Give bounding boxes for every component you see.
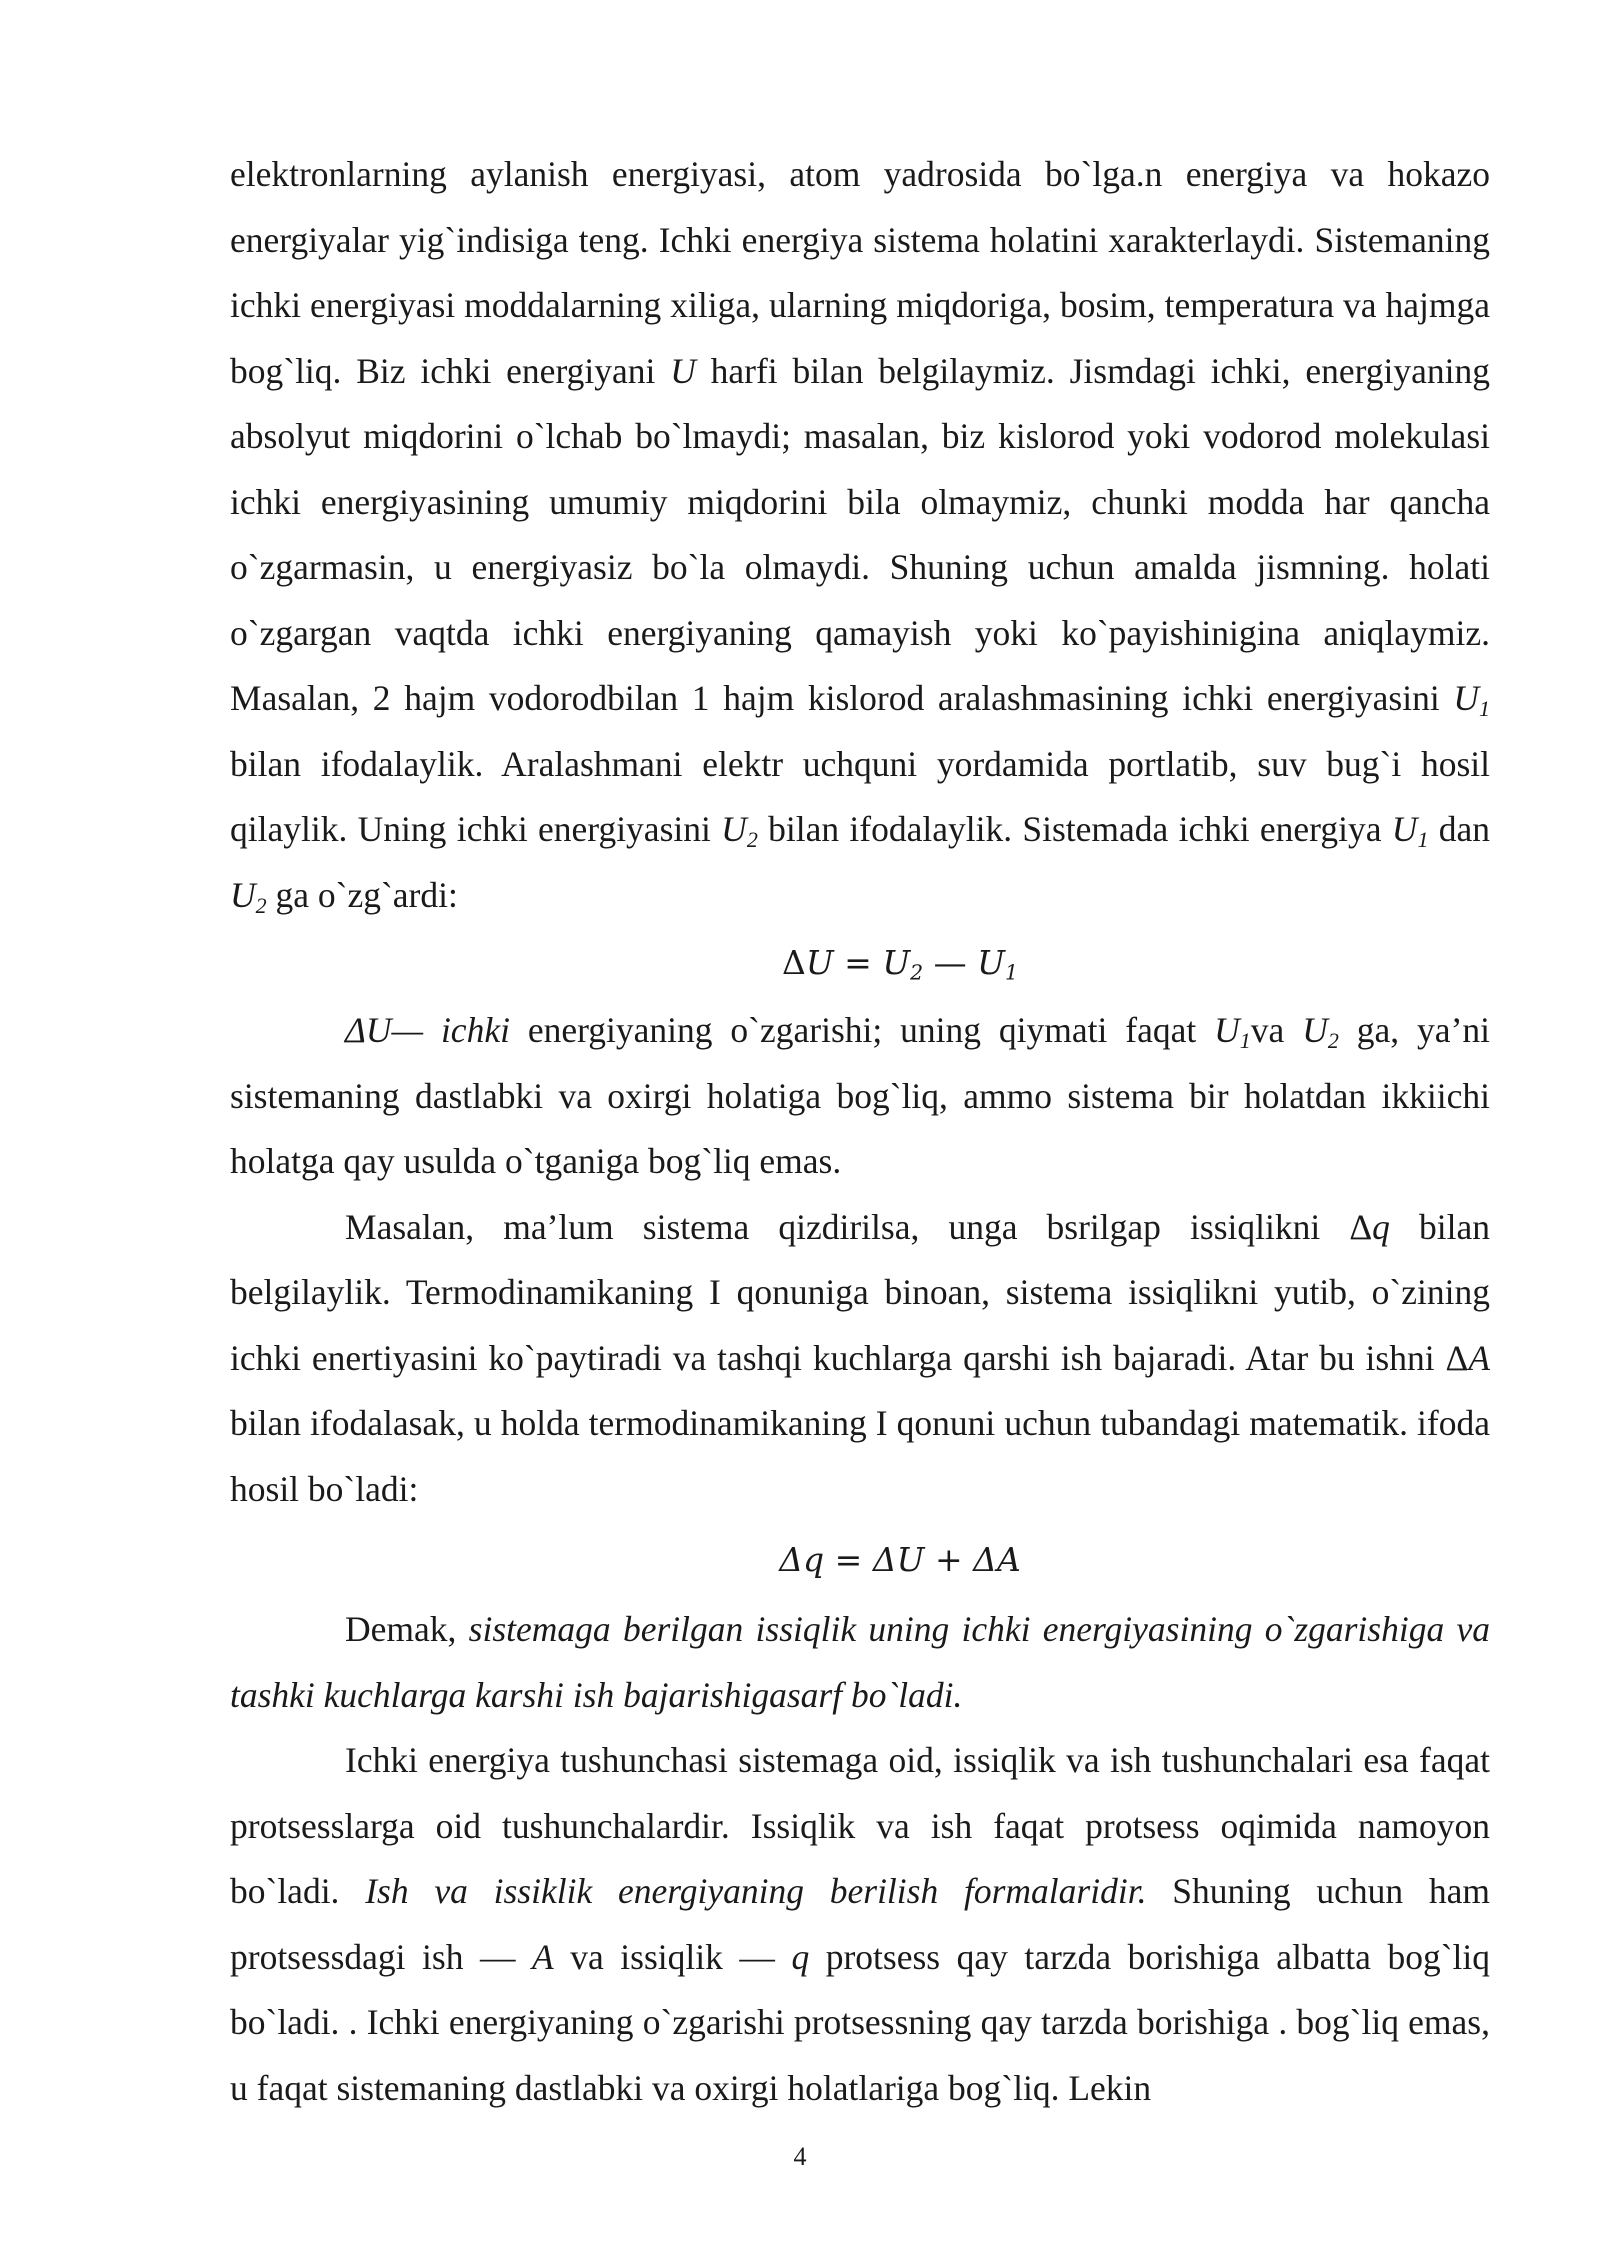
- paragraph-2: [230, 998, 1490, 1195]
- formula-operator: —: [923, 943, 978, 982]
- subscript: 1: [1479, 696, 1490, 722]
- formula-letter: U: [977, 943, 1005, 982]
- formula-subscript: 1: [1004, 960, 1018, 985]
- symbol-u1: [1391, 809, 1429, 853]
- symbol-letter: U: [230, 874, 256, 915]
- symbol-a: A: [1468, 1337, 1490, 1378]
- page-number: 4: [793, 2142, 807, 2171]
- text-run: energiyaning o`zgarishi; uning qiymati faqat: [509, 1010, 1215, 1050]
- page-content: [230, 142, 1490, 2121]
- text-run: bilan ifodalaylik. Aralashmani elektr uchquni yordamida portlatib, suv bug`i hosil qilaylik. Uning ichki energiyasini: [230, 743, 1490, 849]
- symbol-u1: [1453, 678, 1490, 722]
- symbol-u2: [721, 809, 758, 853]
- formula-symbol: ΔA: [973, 1540, 1021, 1579]
- formula-symbol: U: [805, 943, 834, 982]
- formula-symbol: ΔU: [872, 1540, 925, 1579]
- text-run: bilan ifodalasak, u holda termodinamikaning I qonuni uchun tubandagi matematik. ifoda hosil bo`ladi:: [230, 1403, 1490, 1509]
- symbol-q: q: [1372, 1206, 1390, 1247]
- text-run: va issiqlik —: [553, 1936, 792, 1977]
- subscript: 2: [1327, 1028, 1339, 1054]
- symbol-q: q: [791, 1936, 810, 1977]
- subscript: 1: [1239, 1028, 1251, 1054]
- subscript: 2: [255, 892, 267, 918]
- symbol-letter: U: [1214, 1010, 1240, 1050]
- formula-operator: =: [833, 943, 883, 982]
- paragraph-5: [230, 1728, 1490, 2121]
- formula-operator: +: [924, 1540, 974, 1579]
- text-run: bilan ifodalaylik. Sistemada ichki energiya: [757, 809, 1392, 849]
- formula-operator: =: [824, 1540, 873, 1579]
- symbol-u1: [1214, 1010, 1251, 1054]
- subscript: 2: [746, 827, 758, 853]
- paragraph-3: [230, 1195, 1490, 1523]
- formula-letter: U: [882, 943, 911, 982]
- text-run: protsess qay tarzda borishiga albatta bog`liq bo`ladi. . Ichki energiyaning o`zgarishi protsessning qay tarzda borishiga . bog`liq emas, u faqat sistemaning dastlabki va oxirgi holatlariga bog`liq. Lekin: [230, 1936, 1490, 2108]
- text-run: ga o`zg`ardi:: [266, 874, 458, 915]
- symbol-u: U: [670, 350, 696, 391]
- symbol-u2: [1302, 1010, 1339, 1054]
- formula-symbol: Δq: [779, 1540, 825, 1579]
- paragraph-4: [230, 1597, 1490, 1728]
- formula-symbol: [977, 943, 1018, 985]
- formula-symbol: [882, 943, 924, 985]
- symbol-letter: U: [1391, 809, 1418, 849]
- text-run: bilan belgilaylik. Termodinamikaning I qonuniga binoan, sistema issiqlikni yutib, o`zining ichki enertiyasini ko`paytiradi va tashqi kuchlarga qarshi ish bajaradi. Atar bu ishni Δ: [230, 1206, 1490, 1378]
- text-run: Demak,: [345, 1609, 469, 1649]
- text-run: Masalan, ma’lum sistema qizdirilsa, unga bsrilgap issiqlikni Δ: [345, 1206, 1373, 1247]
- text-run: harfi bilan belgilaymiz. Jismdagi ichki, energiyaning absolyut miqdorini o`lchab bo`lmaydi; masalan, biz kislorod yoki vodorod molekulasi ichki energiyasining umumiy miqdorini bila olmaymiz, chunki modda har qancha o`zgarmasin, u energiyasiz bo`la olmaydi. Shuning uchun amalda jismning. holati o`zgargan vaqtda ichki energiyaning qamayish yoki ko`payishinigina aniqlaymiz. Masalan, 2 hajm vodorodbilan 1 hajm kislorod aralashmasining ichki energiyasini: [230, 350, 1490, 718]
- formula-delta-u: [230, 928, 1490, 998]
- text-run: dan: [1428, 809, 1491, 849]
- text-run: va: [1250, 1010, 1303, 1050]
- text-run: Ichki energiya tushunchasi sistemaga oid, issiqlik va ish tushunchalari esa faqat protsesslarga oid tushunchalardir. Issiqlik va ish faqat protsess oqimida namoyon bo`ladi.: [230, 1740, 1490, 1911]
- text-run: Shuning uchun ham protsessdagi ish —: [230, 1871, 1490, 1977]
- text-run-italic: ΔU— ichki: [345, 1010, 510, 1050]
- formula-first-law: [230, 1522, 1490, 1597]
- paragraph-1: [230, 142, 1490, 928]
- subscript: 1: [1417, 827, 1429, 853]
- text-run: elektronlarning aylanish energiyasi, atom yadrosida bo`lga.n energiya va hokazo energiyalar yig`indisiga teng. Ichki energiya sistema holatini xarakterlaydi. Sistemaning ichki energiyasi moddalarning xiliga, ularning miqdoriga, bosim, temperatura va hajmga bog`liq. Biz ichki energiyani: [230, 154, 1490, 391]
- text-run: ga, ya’ni sistemaning dastlabki va oxirgi holatiga bog`liq, ammo sistema bir holatdan ikkiichi holatga qay usulda o`tganiga bog`liq emas.: [230, 1010, 1490, 1181]
- formula-delta: Δ: [782, 943, 806, 982]
- text-run-italic: Ish va issiklik energiyaning berilish formalaridir.: [365, 1871, 1147, 1911]
- formula-subscript: 2: [910, 960, 924, 985]
- symbol-u2: [230, 874, 267, 918]
- text-run-italic: sistemaga berilgan issiqlik uning ichki energiyasining o`zgarishiga va tashki kuchlarga karshi ish bajarishigasarf bo`ladi.: [230, 1609, 1490, 1715]
- symbol-letter: U: [721, 809, 747, 849]
- symbol-a: A: [532, 1936, 554, 1977]
- symbol-letter: U: [1453, 678, 1479, 718]
- symbol-letter: U: [1302, 1010, 1328, 1050]
